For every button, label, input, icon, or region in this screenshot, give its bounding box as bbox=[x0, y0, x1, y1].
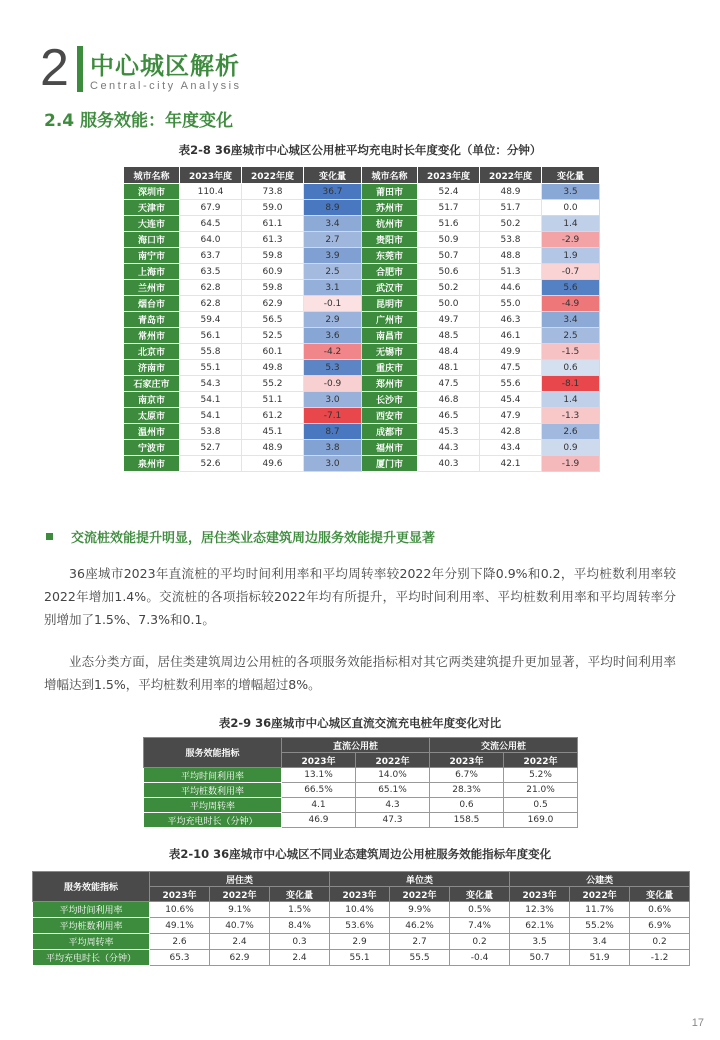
value-cell: 48.9 bbox=[480, 184, 542, 200]
value-cell: 0.6 bbox=[430, 798, 504, 813]
value-cell: 53.6% bbox=[330, 918, 390, 934]
table2-caption: 表2-9 36座城市中心城区直流交流充电桩年度变化对比 bbox=[218, 716, 502, 730]
change-cell: -4.9 bbox=[542, 296, 600, 312]
chapter-accent-bar bbox=[77, 46, 83, 92]
change-cell: 3.0 bbox=[304, 456, 362, 472]
table1-column-header: 变化量 bbox=[304, 167, 362, 184]
page-number: 17 bbox=[691, 1017, 704, 1029]
value-cell: 49.7 bbox=[418, 312, 480, 328]
value-cell: 46.2% bbox=[390, 918, 450, 934]
value-cell: 51.3 bbox=[480, 264, 542, 280]
table3-subheader: 2022年 bbox=[570, 887, 630, 902]
city-name-cell: 广州市 bbox=[362, 312, 418, 328]
value-cell: 0.2 bbox=[450, 934, 510, 950]
value-cell: 51.9 bbox=[570, 950, 630, 966]
value-cell: 73.8 bbox=[242, 184, 304, 200]
value-cell: 62.8 bbox=[180, 280, 242, 296]
value-cell: 64.0 bbox=[180, 232, 242, 248]
city-name-cell: 郑州市 bbox=[362, 376, 418, 392]
change-cell: 3.8 bbox=[304, 440, 362, 456]
value-cell: 110.4 bbox=[180, 184, 242, 200]
table3-corner-header: 服务效能指标 bbox=[33, 872, 150, 902]
value-cell: 44.3 bbox=[418, 440, 480, 456]
chapter-header bbox=[40, 40, 360, 100]
change-cell: 5.6 bbox=[542, 280, 600, 296]
change-cell: -0.7 bbox=[542, 264, 600, 280]
city-name-cell: 成都市 bbox=[362, 424, 418, 440]
table-row bbox=[124, 264, 600, 280]
city-name-cell: 宁波市 bbox=[124, 440, 180, 456]
change-cell: 2.7 bbox=[304, 232, 362, 248]
value-cell: 55.8 bbox=[180, 344, 242, 360]
value-cell: 2.4 bbox=[210, 934, 270, 950]
city-name-cell: 杭州市 bbox=[362, 216, 418, 232]
change-cell: 3.9 bbox=[304, 248, 362, 264]
bullet-heading-text: 交流桩效能提升明显，居住类业态建筑周边服务效能提升更显著 bbox=[71, 531, 436, 546]
table3-subheader: 2023年 bbox=[330, 887, 390, 902]
table1-column-header: 变化量 bbox=[542, 167, 600, 184]
table3-group-header: 单位类 bbox=[330, 872, 510, 887]
value-cell: 158.5 bbox=[430, 813, 504, 828]
value-cell: 4.3 bbox=[356, 798, 430, 813]
chapter-title: 中心城区解析 bbox=[90, 52, 240, 80]
city-name-cell: 深圳市 bbox=[124, 184, 180, 200]
value-cell: 63.7 bbox=[180, 248, 242, 264]
city-name-cell: 苏州市 bbox=[362, 200, 418, 216]
value-cell: 54.1 bbox=[180, 408, 242, 424]
change-cell: 0.9 bbox=[542, 440, 600, 456]
table-row bbox=[124, 248, 600, 264]
chapter-number: 2 bbox=[40, 39, 69, 97]
value-cell: 4.1 bbox=[282, 798, 356, 813]
table2-year-header: 2023年 bbox=[430, 753, 504, 768]
table2-year-header: 2023年 bbox=[282, 753, 356, 768]
value-cell: 54.1 bbox=[180, 392, 242, 408]
city-name-cell: 石家庄市 bbox=[124, 376, 180, 392]
city-name-cell: 贵阳市 bbox=[362, 232, 418, 248]
value-cell: 47.5 bbox=[480, 360, 542, 376]
value-cell: 44.6 bbox=[480, 280, 542, 296]
value-cell: 50.9 bbox=[418, 232, 480, 248]
value-cell: 65.3 bbox=[150, 950, 210, 966]
value-cell: 12.3% bbox=[510, 902, 570, 918]
value-cell: 21.0% bbox=[504, 783, 578, 798]
value-cell: 28.3% bbox=[430, 783, 504, 798]
city-name-cell: 重庆市 bbox=[362, 360, 418, 376]
city-name-cell: 东莞市 bbox=[362, 248, 418, 264]
value-cell: 62.9 bbox=[242, 296, 304, 312]
value-cell: 47.3 bbox=[356, 813, 430, 828]
value-cell: 48.5 bbox=[418, 328, 480, 344]
change-cell: 3.5 bbox=[542, 184, 600, 200]
change-cell: 2.5 bbox=[304, 264, 362, 280]
change-cell: -1.3 bbox=[542, 408, 600, 424]
value-cell: 42.8 bbox=[480, 424, 542, 440]
value-cell: 6.9% bbox=[630, 918, 690, 934]
value-cell: 55.2% bbox=[570, 918, 630, 934]
value-cell: 6.7% bbox=[430, 768, 504, 783]
value-cell: 2.9 bbox=[330, 934, 390, 950]
value-cell: 51.7 bbox=[480, 200, 542, 216]
table1-column-header: 2023年度 bbox=[418, 167, 480, 184]
bullet-heading bbox=[46, 527, 435, 546]
value-cell: 53.8 bbox=[480, 232, 542, 248]
table-row bbox=[144, 768, 578, 783]
table1-column-header: 城市名称 bbox=[124, 167, 180, 184]
city-name-cell: 青岛市 bbox=[124, 312, 180, 328]
bullet-square-icon bbox=[46, 533, 53, 540]
value-cell: 60.1 bbox=[242, 344, 304, 360]
table-row bbox=[124, 376, 600, 392]
value-cell: 46.3 bbox=[480, 312, 542, 328]
table2-year-header: 2022年 bbox=[504, 753, 578, 768]
change-cell: 0.6 bbox=[542, 360, 600, 376]
city-name-cell: 北京市 bbox=[124, 344, 180, 360]
value-cell: 52.4 bbox=[418, 184, 480, 200]
change-cell: 1.4 bbox=[542, 392, 600, 408]
change-cell: 3.4 bbox=[304, 216, 362, 232]
value-cell: 62.1% bbox=[510, 918, 570, 934]
table-row bbox=[124, 312, 600, 328]
value-cell: 46.8 bbox=[418, 392, 480, 408]
city-name-cell: 福州市 bbox=[362, 440, 418, 456]
value-cell: 46.5 bbox=[418, 408, 480, 424]
value-cell: 42.1 bbox=[480, 456, 542, 472]
change-cell: 3.4 bbox=[542, 312, 600, 328]
value-cell: 59.8 bbox=[242, 280, 304, 296]
table-row bbox=[124, 296, 600, 312]
table-row bbox=[124, 456, 600, 472]
value-cell: 10.6% bbox=[150, 902, 210, 918]
table3-subheader: 2023年 bbox=[510, 887, 570, 902]
change-cell: 2.9 bbox=[304, 312, 362, 328]
table1-column-header: 2023年度 bbox=[180, 167, 242, 184]
table-row bbox=[124, 232, 600, 248]
value-cell: 48.4 bbox=[418, 344, 480, 360]
paragraph-1: 36座城市2023年直流桩的平均时间利用率和平均周转率较2022年分别下降0.9%和0.2，平均桩数利用率较2022年增加1.4%。交流桩的各项指标较2022年均有所提升，平均时间利用率、平均桩数利用率和平均周转率分别增加了1.5%、7.3%和0.1。 bbox=[44, 566, 676, 627]
metric-label-cell: 平均周转率 bbox=[144, 798, 282, 813]
value-cell: 46.1 bbox=[480, 328, 542, 344]
table2-corner-header: 服务效能指标 bbox=[144, 738, 282, 768]
value-cell: 2.4 bbox=[270, 950, 330, 966]
value-cell: 13.1% bbox=[282, 768, 356, 783]
value-cell: 40.3 bbox=[418, 456, 480, 472]
metric-label-cell: 平均充电时长（分钟） bbox=[33, 950, 150, 966]
value-cell: 48.1 bbox=[418, 360, 480, 376]
value-cell: 50.7 bbox=[418, 248, 480, 264]
value-cell: 50.0 bbox=[418, 296, 480, 312]
metric-label-cell: 平均桩数利用率 bbox=[144, 783, 282, 798]
city-name-cell: 南昌市 bbox=[362, 328, 418, 344]
change-cell: 0.0 bbox=[542, 200, 600, 216]
value-cell: 59.8 bbox=[242, 248, 304, 264]
value-cell: 0.6% bbox=[630, 902, 690, 918]
value-cell: 51.6 bbox=[418, 216, 480, 232]
change-cell: -2.9 bbox=[542, 232, 600, 248]
value-cell: 43.4 bbox=[480, 440, 542, 456]
table-row bbox=[144, 783, 578, 798]
city-name-cell: 温州市 bbox=[124, 424, 180, 440]
table3-subheader: 2022年 bbox=[390, 887, 450, 902]
dc-ac-comparison-table bbox=[143, 737, 578, 828]
change-cell: -0.1 bbox=[304, 296, 362, 312]
change-cell: 8.7 bbox=[304, 424, 362, 440]
value-cell: 61.3 bbox=[242, 232, 304, 248]
value-cell: 0.5% bbox=[450, 902, 510, 918]
value-cell: 63.5 bbox=[180, 264, 242, 280]
table-row bbox=[144, 798, 578, 813]
value-cell: 56.5 bbox=[242, 312, 304, 328]
value-cell: 50.7 bbox=[510, 950, 570, 966]
table3-subheader: 2022年 bbox=[210, 887, 270, 902]
table-row bbox=[124, 344, 600, 360]
table-row bbox=[124, 280, 600, 296]
value-cell: 55.1 bbox=[330, 950, 390, 966]
value-cell: 62.8 bbox=[180, 296, 242, 312]
table1-caption: 表2-8 36座城市中心城区公用桩平均充电时长年度变化（单位：分钟） bbox=[178, 143, 542, 157]
change-cell: 3.1 bbox=[304, 280, 362, 296]
value-cell: 7.4% bbox=[450, 918, 510, 934]
city-name-cell: 无锡市 bbox=[362, 344, 418, 360]
value-cell: 49.8 bbox=[242, 360, 304, 376]
city-name-cell: 昆明市 bbox=[362, 296, 418, 312]
table3-subheader: 变化量 bbox=[450, 887, 510, 902]
value-cell: 48.9 bbox=[242, 440, 304, 456]
city-name-cell: 济南市 bbox=[124, 360, 180, 376]
value-cell: 49.9 bbox=[480, 344, 542, 360]
value-cell: 56.1 bbox=[180, 328, 242, 344]
table3-subheader: 变化量 bbox=[630, 887, 690, 902]
value-cell: 8.4% bbox=[270, 918, 330, 934]
change-cell: -7.1 bbox=[304, 408, 362, 424]
value-cell: 61.2 bbox=[242, 408, 304, 424]
table1-column-header: 2022年度 bbox=[242, 167, 304, 184]
value-cell: 45.3 bbox=[418, 424, 480, 440]
value-cell: 64.5 bbox=[180, 216, 242, 232]
table3-group-header: 居住类 bbox=[150, 872, 330, 887]
metric-label-cell: 平均桩数利用率 bbox=[33, 918, 150, 934]
city-name-cell: 厦门市 bbox=[362, 456, 418, 472]
value-cell: 0.2 bbox=[630, 934, 690, 950]
city-name-cell: 莆田市 bbox=[362, 184, 418, 200]
value-cell: 47.5 bbox=[418, 376, 480, 392]
value-cell: 0.5 bbox=[504, 798, 578, 813]
value-cell: 1.5% bbox=[270, 902, 330, 918]
charging-duration-table bbox=[123, 166, 600, 472]
section-title: 2.4 服务效能：年度变化 bbox=[44, 111, 234, 131]
value-cell: 3.4 bbox=[570, 934, 630, 950]
value-cell: 62.9 bbox=[210, 950, 270, 966]
value-cell: 45.1 bbox=[242, 424, 304, 440]
table-row bbox=[33, 934, 690, 950]
value-cell: 49.6 bbox=[242, 456, 304, 472]
table3-subheader: 2023年 bbox=[150, 887, 210, 902]
value-cell: 47.9 bbox=[480, 408, 542, 424]
city-name-cell: 太原市 bbox=[124, 408, 180, 424]
table-row bbox=[124, 408, 600, 424]
value-cell: 51.1 bbox=[242, 392, 304, 408]
table-row bbox=[33, 902, 690, 918]
value-cell: 5.2% bbox=[504, 768, 578, 783]
table-row bbox=[33, 950, 690, 966]
value-cell: -1.2 bbox=[630, 950, 690, 966]
value-cell: 55.2 bbox=[242, 376, 304, 392]
metric-label-cell: 平均周转率 bbox=[33, 934, 150, 950]
value-cell: 59.0 bbox=[242, 200, 304, 216]
value-cell: 169.0 bbox=[504, 813, 578, 828]
value-cell: 50.6 bbox=[418, 264, 480, 280]
table-row bbox=[124, 424, 600, 440]
city-name-cell: 西安市 bbox=[362, 408, 418, 424]
change-cell: -8.1 bbox=[542, 376, 600, 392]
metric-label-cell: 平均时间利用率 bbox=[144, 768, 282, 783]
change-cell: 1.4 bbox=[542, 216, 600, 232]
value-cell: 55.5 bbox=[390, 950, 450, 966]
change-cell: 5.3 bbox=[304, 360, 362, 376]
city-name-cell: 天津市 bbox=[124, 200, 180, 216]
value-cell: 9.1% bbox=[210, 902, 270, 918]
table3-group-header: 公建类 bbox=[510, 872, 690, 887]
value-cell: -0.4 bbox=[450, 950, 510, 966]
change-cell: 36.7 bbox=[304, 184, 362, 200]
change-cell: 3.6 bbox=[304, 328, 362, 344]
table-row bbox=[124, 328, 600, 344]
change-cell: 3.0 bbox=[304, 392, 362, 408]
value-cell: 14.0% bbox=[356, 768, 430, 783]
value-cell: 51.7 bbox=[418, 200, 480, 216]
change-cell: 2.6 bbox=[542, 424, 600, 440]
city-name-cell: 南京市 bbox=[124, 392, 180, 408]
value-cell: 65.1% bbox=[356, 783, 430, 798]
value-cell: 50.2 bbox=[418, 280, 480, 296]
value-cell: 3.5 bbox=[510, 934, 570, 950]
change-cell: -0.9 bbox=[304, 376, 362, 392]
table-row bbox=[124, 392, 600, 408]
value-cell: 66.5% bbox=[282, 783, 356, 798]
change-cell: 8.9 bbox=[304, 200, 362, 216]
change-cell: 2.5 bbox=[542, 328, 600, 344]
value-cell: 67.9 bbox=[180, 200, 242, 216]
table-row bbox=[124, 216, 600, 232]
change-cell: 1.9 bbox=[542, 248, 600, 264]
value-cell: 11.7% bbox=[570, 902, 630, 918]
city-name-cell: 长沙市 bbox=[362, 392, 418, 408]
value-cell: 61.1 bbox=[242, 216, 304, 232]
table-row bbox=[144, 813, 578, 828]
city-name-cell: 泉州市 bbox=[124, 456, 180, 472]
change-cell: -1.5 bbox=[542, 344, 600, 360]
change-cell: -1.9 bbox=[542, 456, 600, 472]
city-name-cell: 南宁市 bbox=[124, 248, 180, 264]
city-name-cell: 常州市 bbox=[124, 328, 180, 344]
value-cell: 48.8 bbox=[480, 248, 542, 264]
value-cell: 2.6 bbox=[150, 934, 210, 950]
chapter-subtitle: Central-city Analysis bbox=[90, 80, 242, 92]
table3-caption: 表2-10 36座城市中心城区不同业态建筑周边公用桩服务效能指标年度变化 bbox=[168, 847, 552, 861]
table2-group-header: 直流公用桩 bbox=[282, 738, 430, 753]
city-name-cell: 合肥市 bbox=[362, 264, 418, 280]
value-cell: 9.9% bbox=[390, 902, 450, 918]
table1-column-header: 城市名称 bbox=[362, 167, 418, 184]
metric-label-cell: 平均时间利用率 bbox=[33, 902, 150, 918]
value-cell: 52.7 bbox=[180, 440, 242, 456]
metric-label-cell: 平均充电时长（分钟） bbox=[144, 813, 282, 828]
table-row bbox=[124, 200, 600, 216]
value-cell: 49.1% bbox=[150, 918, 210, 934]
table2-year-header: 2022年 bbox=[356, 753, 430, 768]
value-cell: 46.9 bbox=[282, 813, 356, 828]
table-row bbox=[124, 184, 600, 200]
value-cell: 50.2 bbox=[480, 216, 542, 232]
change-cell: -4.2 bbox=[304, 344, 362, 360]
table-row bbox=[124, 360, 600, 376]
table-row bbox=[124, 440, 600, 456]
value-cell: 60.9 bbox=[242, 264, 304, 280]
value-cell: 59.4 bbox=[180, 312, 242, 328]
city-name-cell: 兰州市 bbox=[124, 280, 180, 296]
value-cell: 10.4% bbox=[330, 902, 390, 918]
table2-group-header: 交流公用桩 bbox=[430, 738, 578, 753]
value-cell: 55.6 bbox=[480, 376, 542, 392]
value-cell: 54.3 bbox=[180, 376, 242, 392]
value-cell: 55.1 bbox=[180, 360, 242, 376]
table-row bbox=[33, 918, 690, 934]
city-name-cell: 海口市 bbox=[124, 232, 180, 248]
value-cell: 45.4 bbox=[480, 392, 542, 408]
city-name-cell: 上海市 bbox=[124, 264, 180, 280]
paragraph-2: 业态分类方面，居住类建筑周边公用桩的各项服务效能指标相对其它两类建筑提升更加显著，平均时间利用率增幅达到1.5%，平均桩数利用率的增幅超过8%。 bbox=[44, 654, 676, 692]
table1-column-header: 2022年度 bbox=[480, 167, 542, 184]
value-cell: 52.6 bbox=[180, 456, 242, 472]
city-name-cell: 武汉市 bbox=[362, 280, 418, 296]
value-cell: 52.5 bbox=[242, 328, 304, 344]
table3-subheader: 变化量 bbox=[270, 887, 330, 902]
city-name-cell: 大连市 bbox=[124, 216, 180, 232]
city-name-cell: 烟台市 bbox=[124, 296, 180, 312]
value-cell: 40.7% bbox=[210, 918, 270, 934]
value-cell: 2.7 bbox=[390, 934, 450, 950]
value-cell: 55.0 bbox=[480, 296, 542, 312]
value-cell: 53.8 bbox=[180, 424, 242, 440]
value-cell: 0.3 bbox=[270, 934, 330, 950]
building-type-efficiency-table bbox=[32, 871, 690, 966]
